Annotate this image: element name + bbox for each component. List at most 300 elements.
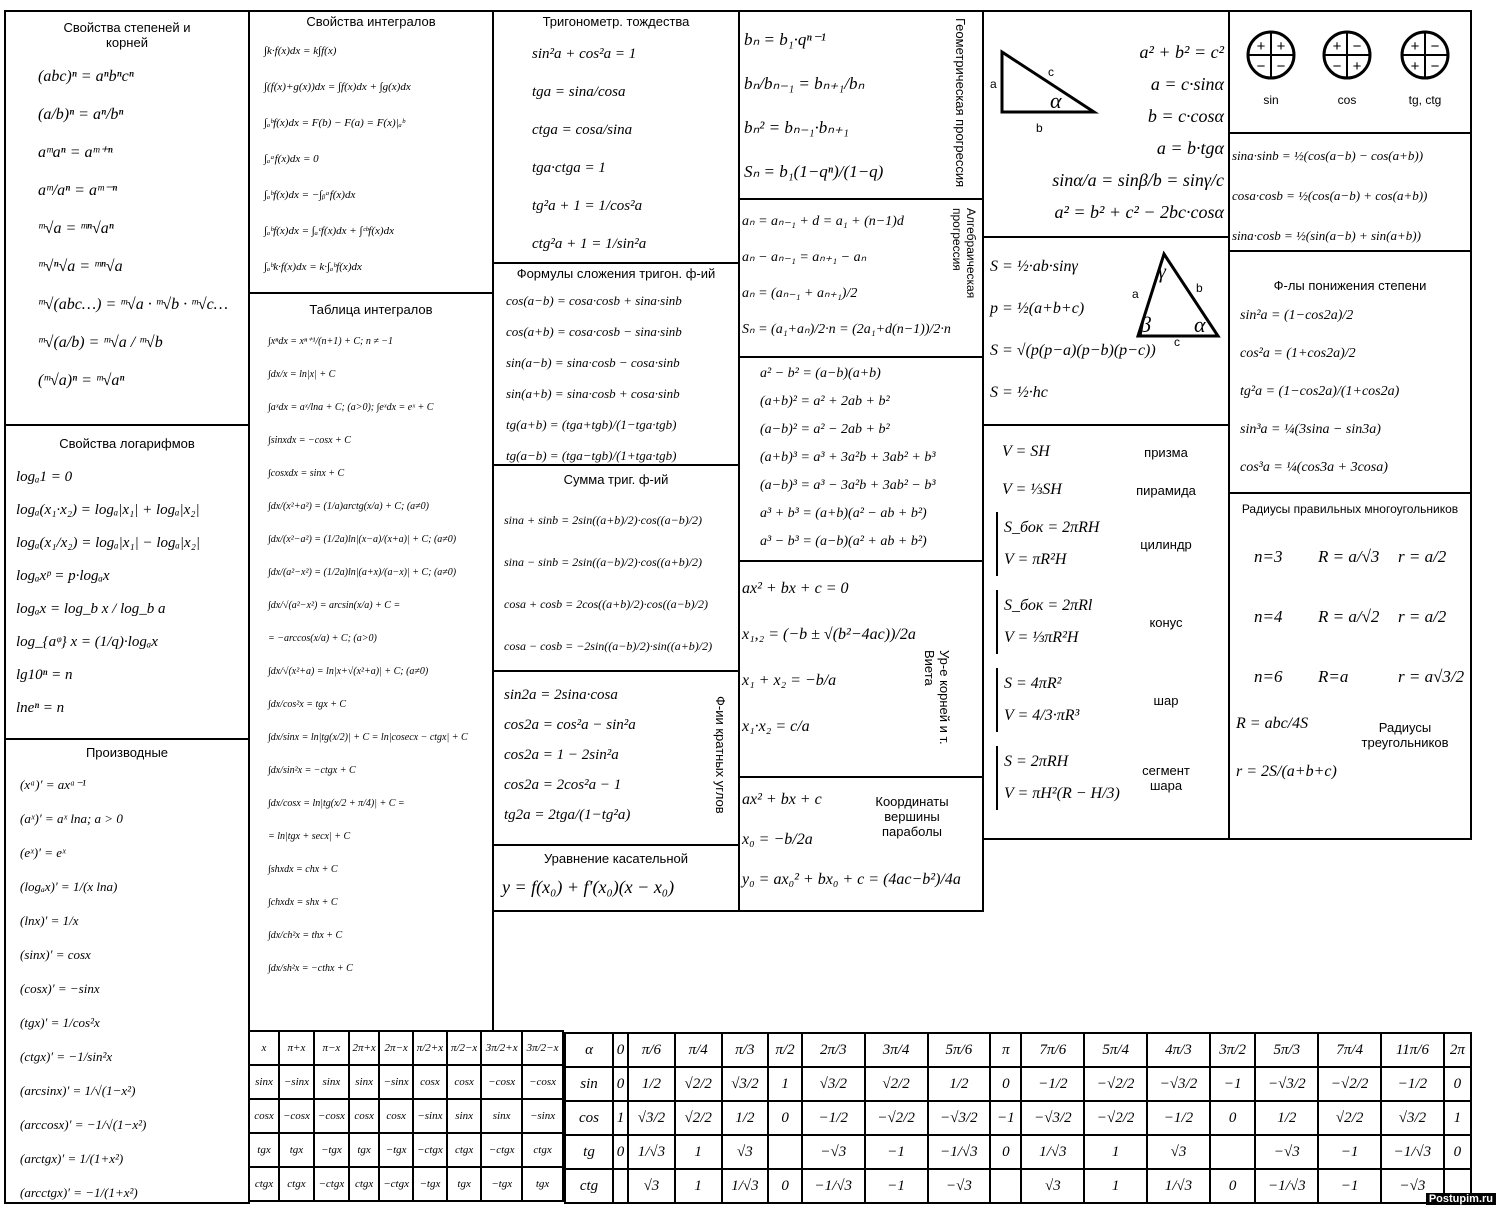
table-cell: π/2 <box>768 1033 802 1067</box>
table-cell: 0 <box>613 1033 628 1067</box>
triangle-radii-lines <box>1236 700 1337 796</box>
table-row <box>249 1031 563 1065</box>
table-cell: cosx <box>349 1099 380 1133</box>
svg-text:+: + <box>1276 38 1286 55</box>
solid-formula: S = 2πRH <box>1004 753 1069 770</box>
solid-formula: V = SH <box>1002 443 1050 460</box>
area-formula: p = ½(a+b+c) <box>990 300 1085 317</box>
integral-table-formula: ∫dx/√(x²+a) = ln|x+√(x²+a)| + C; (a≠0) <box>268 666 429 677</box>
integral-props-formula: ∫(f(x)+g(x))dx = ∫f(x)dx + ∫g(x)dx <box>264 81 411 93</box>
derivatives-title: Производные <box>85 745 169 760</box>
algebra-formula: a³ + b³ = (a+b)(a² − ab + b²) <box>760 506 927 521</box>
derivatives-formula: (arcctgx)′ = −1/(1+x²) <box>20 1185 138 1200</box>
trig-identities-lines <box>494 31 738 263</box>
table-cell: 2π−x <box>379 1031 412 1065</box>
table-cell: −sinx <box>413 1099 447 1133</box>
table-cell: π+x <box>279 1031 314 1065</box>
table-cell: 1 <box>1084 1135 1147 1169</box>
table-cell: −1/2 <box>1021 1067 1084 1101</box>
sign-circle-label: sin <box>1263 93 1279 107</box>
tangent-section <box>492 844 740 912</box>
parabola-title: Координаты вершины параболы <box>875 794 949 839</box>
right-triangle-formula: a = c·sinα <box>1150 74 1224 94</box>
solid-name: шар <box>1153 692 1179 708</box>
sum-formula: cosa + cosb = 2cos((a+b)/2)·cos((a−b)/2) <box>504 597 709 611</box>
table-cell: sinx <box>481 1099 522 1133</box>
table-cell: 1 <box>613 1101 628 1135</box>
integral-props-formula: ∫ₐᵃf(x)dx = 0 <box>264 153 319 165</box>
geometric-progression-lines <box>740 12 982 194</box>
integral-table-formula: ∫dx/x = ln|x| + C <box>268 369 336 380</box>
arithmetic-formula: Sₙ = (a₁+aₙ)/2·n = (2a₁+d(n−1))/2·n <box>742 322 951 337</box>
table-cell: −sinx <box>379 1065 412 1099</box>
products-formula: sina·sinb = ½(cos(a−b) − cos(a+b)) <box>1232 148 1424 163</box>
table-cell: 3π/2 <box>1210 1033 1256 1067</box>
table-cell: 1/√3 <box>628 1135 675 1169</box>
watermark: Postupim.ru <box>1426 1193 1496 1205</box>
polygon-cell: n=6 <box>1254 667 1283 686</box>
sum-formula: sina − sinb = 2sin((a−b)/2)·cos((a+b)/2) <box>504 555 703 569</box>
table-cell: 0 <box>1210 1169 1256 1203</box>
integral-table-section <box>248 292 494 1032</box>
geometric-formula: Sₙ = b₁(1−qⁿ)/(1−q) <box>744 162 884 181</box>
table-cell: 0 <box>1210 1101 1256 1135</box>
table-cell: ctgx <box>447 1133 481 1167</box>
table-cell: −ctgx <box>379 1167 412 1201</box>
powers-section <box>4 10 250 426</box>
table-cell: 3π/2+x <box>481 1031 522 1065</box>
triangle-label-c: c <box>1174 335 1180 349</box>
svg-text:+: + <box>1332 38 1342 55</box>
polygon-cell: n=4 <box>1254 607 1283 626</box>
right-triangle-section <box>982 10 1230 238</box>
powers-formula: ᵐ√a = ᵐⁿ√aⁿ <box>38 220 114 237</box>
triangle-label-a: a <box>1132 287 1139 301</box>
sum-formula: sina + sinb = 2sin((a+b)/2)·cos((a−b)/2) <box>504 513 703 527</box>
derivatives-section <box>4 738 250 1204</box>
logs-formula: logₐ(x₁/x₂) = logₐ|x₁| − logₐ|x₂| <box>16 535 201 551</box>
table-cell: 0 <box>990 1067 1021 1101</box>
table-cell: 3π/4 <box>865 1033 928 1067</box>
integral-table-formula: ∫dx/sin²x = −ctgx + C <box>268 765 356 776</box>
table-cell: 5π/4 <box>1084 1033 1147 1067</box>
table-row <box>565 1033 1471 1067</box>
table-cell: 5π/6 <box>928 1033 991 1067</box>
quadratic-formula: x₁,₂ = (−b ± √(b²−4ac))/2a <box>742 626 916 643</box>
solid-item <box>996 746 1228 810</box>
quadratic-title: Ур-е корней и т. Виета <box>922 650 952 745</box>
table-cell: sin <box>565 1067 613 1101</box>
polygon-cell: r = a/2 <box>1398 607 1447 626</box>
table-cell: −1/√3 <box>1255 1169 1318 1203</box>
table-cell: sinx <box>314 1065 349 1099</box>
polygon-row <box>1254 527 1470 587</box>
solid-formula: V = ⅓πR²H <box>1004 629 1079 646</box>
table-cell: −tgx <box>379 1133 412 1167</box>
table-cell: 0 <box>1444 1135 1471 1169</box>
algebra-formula: (a−b)³ = a³ − 3a²b + 3ab² − b³ <box>760 478 936 493</box>
integral-table-formula: ∫aˣdx = aˣ/lna + C; (a>0); ∫eˣdx = eˣ + C <box>268 402 434 413</box>
table-cell: −√3/2 <box>928 1101 991 1135</box>
power-reduction-formula: cos²a = (1+cos2a)/2 <box>1240 346 1356 361</box>
solid-formula: V = πR²H <box>1004 551 1067 568</box>
table-cell: tgx <box>522 1167 563 1201</box>
table-cell: −cosx <box>481 1065 522 1099</box>
table-cell: √2/2 <box>675 1101 722 1135</box>
addition-formula: tg(a−b) = (tga−tgb)/(1+tga·tgb) <box>506 448 677 463</box>
right-triangle-formula: sinα/a = sinβ/b = sinγ/c <box>1052 170 1224 190</box>
table-cell: 3π/2−x <box>522 1031 563 1065</box>
derivatives-formula: (cosx)′ = −sinx <box>20 981 100 996</box>
solid-item <box>996 474 1228 506</box>
table-cell: −1 <box>1318 1135 1381 1169</box>
powers-formula: ᵐ√(a/b) = ᵐ√a / ᵐ√b <box>38 334 163 351</box>
table-row <box>565 1135 1471 1169</box>
table-cell: 1/2 <box>928 1067 991 1101</box>
polygon-row <box>1254 587 1470 647</box>
multiple-angles-lines <box>494 672 738 830</box>
derivatives-formula: (arccosx)′ = −1/√(1−x²) <box>20 1117 147 1132</box>
geometric-progression-section <box>738 10 984 200</box>
triangle-radii-title: Радиусы треугольников <box>1361 720 1449 750</box>
integral-table-formula: ∫dx/(a²−x²) = (1/2a)ln|(a+x)/(a−x)| + C; (a≠0) <box>268 567 457 578</box>
solid-name: сегмент шара <box>1142 763 1190 793</box>
table-cell: 0 <box>613 1135 628 1169</box>
powers-title: Свойства степеней и корней <box>63 20 191 50</box>
table-cell: tgx <box>249 1133 279 1167</box>
logs-lines <box>6 453 248 725</box>
table-cell: −cosx <box>522 1065 563 1099</box>
power-reduction-formula: tg²a = (1−cos2a)/(1+cos2a) <box>1240 384 1400 399</box>
table-cell: sinx <box>349 1065 380 1099</box>
right-triangle-formula: a² = b² + c² − 2bc·cosα <box>1054 202 1224 222</box>
table-cell: −√3 <box>1381 1169 1444 1203</box>
algebra-formula: (a−b)² = a² − 2ab + b² <box>760 422 890 437</box>
arithmetic-formula: aₙ = aₙ₋₁ + d = a₁ + (n−1)d <box>742 214 904 229</box>
table-cell: sinx <box>447 1099 481 1133</box>
sign-circle-1 <box>1322 30 1372 107</box>
integral-props-formula: ∫ₐᵇf(x)dx = −∫ᵦᵃf(x)dx <box>264 189 356 201</box>
right-triangle-formula: a² + b² = c² <box>1139 42 1224 62</box>
trig-identities-formula: tg²a + 1 = 1/cos²a <box>532 198 643 214</box>
integral-props-formula: ∫ₐᵇf(x)dx = ∫ₐᶜf(x)dx + ∫ᶜᵇf(x)dx <box>264 225 394 237</box>
integral-table-formula: ∫dx/cos²x = tgx + C <box>268 699 347 710</box>
table-row <box>249 1065 563 1099</box>
table-cell: π/3 <box>722 1033 769 1067</box>
parabola-formula: y₀ = ax₀² + bx₀ + c = (4ac−b²)/4a <box>742 871 961 888</box>
table-cell: x <box>249 1031 279 1065</box>
table-cell: 1/√3 <box>1021 1135 1084 1169</box>
polygon-rows <box>1230 519 1470 707</box>
solid-formula: S_бок = 2πRH <box>1004 519 1100 536</box>
integral-table-formula: ∫dx/(x²+a²) = (1/a)arctg(x/a) + C; (a≠0) <box>268 501 429 512</box>
products-formula: sina·cosb = ½(sin(a−b) + sin(a+b)) <box>1232 228 1421 243</box>
table-cell: 5π/3 <box>1255 1033 1318 1067</box>
tangent-title: Уравнение касательной <box>543 851 688 866</box>
table-row <box>249 1099 563 1133</box>
sign-circle-label: tg, ctg <box>1408 93 1442 107</box>
svg-text:+: + <box>1256 38 1266 55</box>
polygon-cell: r = a√3/2 <box>1398 667 1465 686</box>
table-cell: 1/2 <box>1255 1101 1318 1135</box>
table-cell: ctgx <box>249 1167 279 1201</box>
solids-list <box>984 426 1228 810</box>
reduction-table <box>248 1030 564 1202</box>
table-cell: −√2/2 <box>1084 1067 1147 1101</box>
derivatives-formula: (lnx)′ = 1/x <box>20 913 79 928</box>
integral-table-formula: ∫dx/sinx = ln|tg(x/2)| + C = ln|cosecx − ctgx| + C <box>268 732 468 743</box>
svg-text:−: − <box>1430 38 1440 55</box>
products-lines <box>1230 134 1470 256</box>
table-cell: cos <box>565 1101 613 1135</box>
table-row <box>565 1101 1471 1135</box>
table-cell: sinx <box>249 1065 279 1099</box>
tangent-formula: y = f(x₀) + f′(x₀)(x − x₀) <box>502 877 675 897</box>
table-cell: π−x <box>314 1031 349 1065</box>
table-cell: tg <box>565 1135 613 1169</box>
table-cell: tgx <box>349 1133 380 1167</box>
polygon-cell: r = a/2 <box>1398 547 1447 566</box>
integral-table-formula: ∫sinxdx = −cosx + C <box>268 435 351 446</box>
table-cell: √3/2 <box>1381 1101 1444 1135</box>
area-formula: S = √(p(p−a)(p−b)(p−c)) <box>990 342 1156 359</box>
derivatives-formula: (eˣ)′ = eˣ <box>20 845 66 860</box>
area-formula: S = ½·ab·sinγ <box>990 258 1078 275</box>
arithmetic-progression-title: Алгебраическая прогрессия <box>950 208 978 299</box>
addition-title: Формулы сложения тригон. ф-ий <box>516 266 716 281</box>
table-cell: 1/√3 <box>722 1169 769 1203</box>
sign-circle-2 <box>1400 30 1450 107</box>
trig-identities-formula: ctg²a + 1 = 1/sin²a <box>532 236 647 252</box>
algebra-formula: (a+b)² = a² + 2ab + b² <box>760 394 890 409</box>
integral-table-formula: ∫dx/ch²x = thx + C <box>268 930 343 941</box>
logs-formula: lneⁿ = n <box>16 700 65 716</box>
trig-values-table <box>564 1032 1472 1204</box>
multiple-angles-title: Ф-ии кратных углов <box>713 696 728 814</box>
solid-name: цилиндр <box>1140 536 1192 552</box>
triangle-label-beta: β <box>1140 312 1151 337</box>
derivatives-formula: (arctgx)′ = 1/(1+x²) <box>20 1151 124 1166</box>
solid-item <box>996 436 1228 468</box>
integral-table-formula: ∫chxdx = shx + C <box>268 897 338 908</box>
table-cell: ctgx <box>349 1167 380 1201</box>
quadrant-circle-icon <box>1246 30 1296 80</box>
integral-table-formula: ∫cosxdx = sinx + C <box>268 468 345 479</box>
logs-formula: log_{aᵠ} x = (1/q)·logₐx <box>16 634 158 650</box>
table-cell: cosx <box>379 1099 412 1133</box>
solid-formula: V = 4/3·πR³ <box>1004 707 1080 724</box>
table-cell: √2/2 <box>1318 1101 1381 1135</box>
table-cell: −√2/2 <box>1084 1101 1147 1135</box>
polygon-cell: R = a/√3 <box>1318 547 1380 566</box>
table-cell: 1 <box>1444 1101 1471 1135</box>
sum-title: Сумма триг. ф-ий <box>563 472 669 487</box>
solids-section <box>982 424 1230 840</box>
right-triangle-lines <box>1004 36 1224 228</box>
area-formula: S = ½·hc <box>990 384 1048 401</box>
addition-lines <box>494 283 738 471</box>
geometric-progression-title: Геометрическая прогрессия <box>953 18 968 188</box>
svg-text:−: − <box>1332 58 1342 75</box>
right-triangle-label-c: c <box>1048 65 1054 79</box>
sign-circle-0 <box>1246 30 1296 107</box>
table-cell: cosx <box>249 1099 279 1133</box>
addition-formula: sin(a+b) = sina·cosb + cosa·sinb <box>506 386 680 401</box>
table-cell: π/4 <box>675 1033 722 1067</box>
addition-formula: sin(a−b) = sina·cosb − cosa·sinb <box>506 355 680 370</box>
table-cell <box>990 1169 1021 1203</box>
derivatives-formula: (xᵃ)′ = axᵃ⁻¹ <box>20 777 86 792</box>
logs-title: Свойства логарифмов <box>59 436 195 451</box>
table-cell: 0 <box>768 1169 802 1203</box>
triangle-radius-formula: r = 2S/(a+b+c) <box>1236 763 1337 780</box>
table-cell: π <box>990 1033 1021 1067</box>
parabola-formula: x₀ = −b/2a <box>742 831 813 848</box>
powers-formula: (abc)ⁿ = aⁿbⁿcⁿ <box>38 68 134 85</box>
integral-table-formula: ∫dx/sh²x = −cthx + C <box>268 963 353 974</box>
multiple-formula: tg2a = 2tga/(1−tg²a) <box>504 807 631 823</box>
triangle-label-b: b <box>1196 281 1203 295</box>
right-triangle-formula: b = c·cosα <box>1147 106 1224 126</box>
powers-formula: ᵐ√ⁿ√a = ᵐⁿ√a <box>38 258 123 275</box>
table-cell: −tgx <box>481 1167 522 1201</box>
table-cell: −sinx <box>279 1065 314 1099</box>
svg-text:−: − <box>1276 58 1286 75</box>
table-cell: −√2/2 <box>865 1101 928 1135</box>
table-cell: −√3/2 <box>1255 1067 1318 1101</box>
integral-table-formula: ∫dx/cosx = ln|tg(x/2 + π/4)| + C = <box>268 798 405 809</box>
table-cell: √3 <box>628 1169 675 1203</box>
right-triangle-formula: a = b·tgα <box>1156 138 1224 158</box>
table-cell: 2π+x <box>349 1031 380 1065</box>
derivatives-formula: (aˣ)′ = aˣ lna; a > 0 <box>20 811 123 826</box>
solid-formula: S_бок = 2πRl <box>1004 597 1093 614</box>
polygon-cell: R = a/√2 <box>1318 607 1380 626</box>
table-cell: −√3/2 <box>1147 1067 1210 1101</box>
sum-formula: cosa − cosb = −2sin((a−b)/2)·sin((a+b)/2) <box>504 639 713 653</box>
powers-formula: aᵐaⁿ = aᵐ⁺ⁿ <box>38 144 113 161</box>
power-reduction-section <box>1228 250 1472 494</box>
arithmetic-formula: aₙ − aₙ₋₁ = aₙ₊₁ − aₙ <box>742 250 867 265</box>
table-cell: √3/2 <box>722 1067 769 1101</box>
multiple-formula: sin2a = 2sina·cosa <box>504 687 618 703</box>
solid-name: пирамида <box>1136 482 1196 498</box>
logs-formula: logₐ(x₁·x₂) = logₐ|x₁| + logₐ|x₂| <box>16 502 200 518</box>
table-cell: √3 <box>722 1135 769 1169</box>
table-cell: 4π/3 <box>1147 1033 1210 1067</box>
multiple-formula: cos2a = 2cos²a − 1 <box>504 777 622 793</box>
triangle-label-alpha: α <box>1194 312 1206 337</box>
trig-identities-title: Тригонометр. тождества <box>542 14 690 29</box>
logs-formula: logₐxᵖ = p·logₐx <box>16 568 110 584</box>
parabola-formula: ax² + bx + c <box>742 791 822 808</box>
table-cell: ctgx <box>279 1167 314 1201</box>
svg-text:−: − <box>1352 38 1362 55</box>
products-section <box>1228 132 1472 252</box>
table-cell: −√2/2 <box>1318 1067 1381 1101</box>
trig-identities-formula: tga·ctga = 1 <box>532 160 606 176</box>
integral-props-section <box>248 10 494 294</box>
table-cell: ctg <box>565 1169 613 1203</box>
trig-identities-formula: tga = sina/cosa <box>532 84 626 100</box>
table-cell: π/6 <box>628 1033 675 1067</box>
algebra-formula: a³ − b³ = (a−b)(a² + ab + b²) <box>760 534 927 549</box>
table-cell: −1 <box>865 1135 928 1169</box>
geometric-formula: bₙ/bₙ₋₁ = bₙ₊₁/bₙ <box>744 74 865 93</box>
table-cell: √3/2 <box>628 1101 675 1135</box>
sum-lines <box>494 489 738 667</box>
integral-table-formula: = ln|tgx + secx| + C <box>268 831 351 842</box>
algebra-formula: a² − b² = (a−b)(a+b) <box>760 366 881 381</box>
integral-props-formula: ∫ₐᵇf(x)dx = F(b) − F(a) = F(x)|ₐᵇ <box>264 117 405 129</box>
integral-table-formula: ∫shxdx = chx + C <box>268 864 338 875</box>
powers-formula: aᵐ/aⁿ = aᵐ⁻ⁿ <box>38 182 118 199</box>
powers-formula: (a/b)ⁿ = aⁿ/bⁿ <box>38 106 124 123</box>
algebra-section <box>738 356 984 562</box>
table-cell: −1/√3 <box>928 1135 991 1169</box>
addition-formula: cos(a−b) = cosa·cosb + sina·sinb <box>506 293 682 308</box>
table-row <box>565 1169 1471 1203</box>
power-reduction-formula: sin²a = (1−cos2a)/2 <box>1240 308 1354 323</box>
signs-section <box>1228 10 1472 134</box>
trig-identities-formula: sin²a + cos²a = 1 <box>532 46 637 62</box>
geometric-formula: bₙ = b₁·qⁿ⁻¹ <box>744 30 826 49</box>
svg-text:+: + <box>1352 58 1362 75</box>
integral-props-formula: ∫k·f(x)dx = k∫f(x) <box>264 45 337 57</box>
table-cell: α <box>565 1033 613 1067</box>
algebra-lines <box>740 358 982 556</box>
table-cell: 1 <box>768 1067 802 1101</box>
table-cell: 1/2 <box>628 1067 675 1101</box>
table-cell: −ctgx <box>413 1133 447 1167</box>
logs-section <box>4 424 250 740</box>
integral-table-formula: ∫dx/√(a²−x²) = arcsin(x/a) + C = <box>268 600 401 611</box>
table-cell: √3 <box>1147 1135 1210 1169</box>
solid-item <box>996 512 1228 576</box>
solid-item <box>996 590 1228 654</box>
derivatives-lines <box>6 762 248 1210</box>
logs-formula: lg10ⁿ = n <box>16 667 73 683</box>
trig-identities-formula: ctga = cosa/sina <box>532 122 633 138</box>
table-cell: −ctgx <box>481 1133 522 1167</box>
table-cell: −1 <box>1318 1169 1381 1203</box>
table-cell: −√3 <box>802 1135 865 1169</box>
polygons-section <box>1228 492 1472 840</box>
power-reduction-title: Ф-лы понижения степени <box>1273 278 1427 293</box>
triangle-drawing <box>1132 248 1222 348</box>
svg-text:−: − <box>1430 58 1440 75</box>
quadrant-circle-icon <box>1400 30 1450 80</box>
table-cell: 1/√3 <box>1147 1169 1210 1203</box>
table-cell: cosx <box>413 1065 447 1099</box>
multiple-angles-section <box>492 670 740 846</box>
table-cell: π/2−x <box>447 1031 481 1065</box>
svg-text:+: + <box>1410 38 1420 55</box>
integral-table-lines <box>250 319 492 985</box>
table-cell: √2/2 <box>865 1067 928 1101</box>
powers-lines <box>6 54 248 400</box>
integral-table-formula: = −arccos(x/a) + C; (a>0) <box>268 633 377 644</box>
table-cell: 11π/6 <box>1381 1033 1444 1067</box>
table-cell: −tgx <box>413 1167 447 1201</box>
polygon-cell: n=3 <box>1254 547 1283 566</box>
polygon-cell: R=a <box>1318 667 1349 686</box>
table-cell: cosx <box>447 1065 481 1099</box>
polygon-row <box>1254 647 1470 707</box>
table-cell: −1/√3 <box>1381 1135 1444 1169</box>
parabola-section <box>738 776 984 912</box>
tangent-lines <box>494 868 738 902</box>
